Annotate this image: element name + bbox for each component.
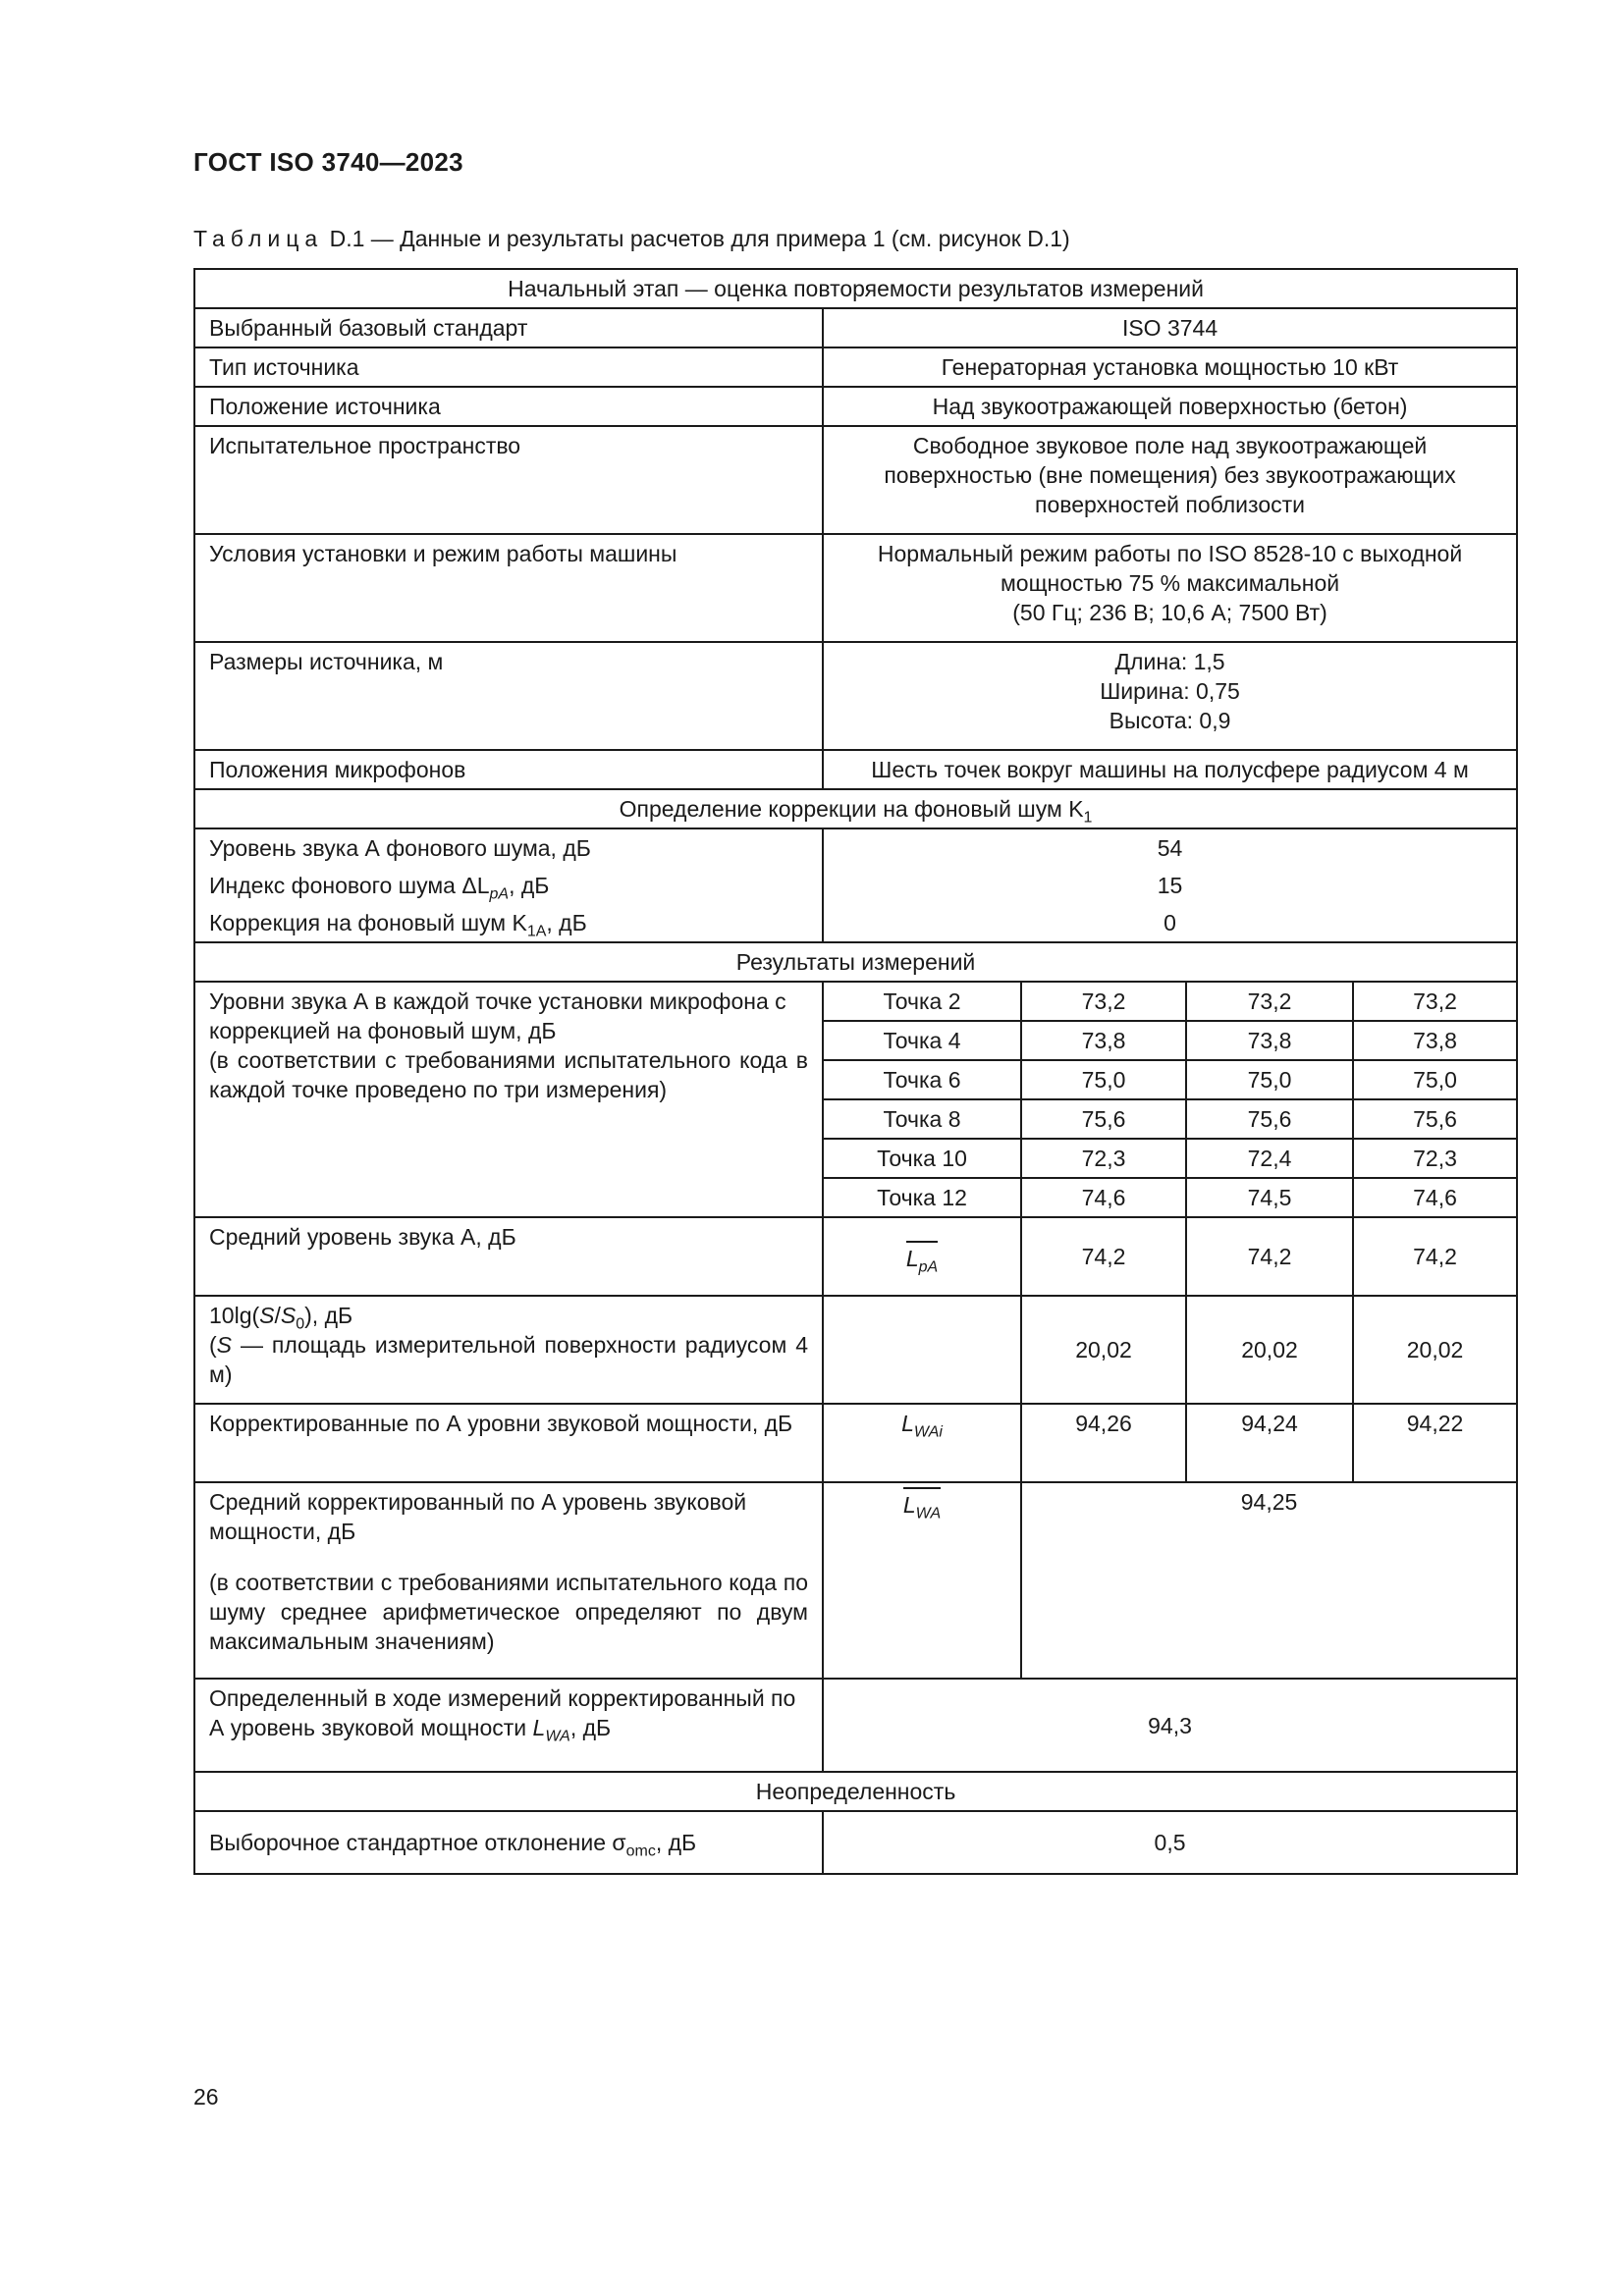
row-value: 54	[823, 828, 1517, 867]
document-header: ГОСТ ISO 3740—2023	[193, 147, 463, 177]
section-row	[194, 269, 1517, 308]
table-caption	[193, 226, 1070, 252]
point-name: Точка 4	[823, 1021, 1021, 1060]
point-value: 74,6	[1021, 1178, 1186, 1217]
table-row	[194, 642, 1517, 750]
caption-label: Таблица	[193, 226, 324, 251]
surface-value: 20,02	[1021, 1296, 1186, 1404]
point-name: Точка 2	[823, 982, 1021, 1021]
mean-level-symbol: $L_{pA}$	[823, 1217, 1021, 1296]
point-value: 73,8	[1021, 1021, 1186, 1060]
surface-value: 20,02	[1353, 1296, 1517, 1404]
page-number: 26	[193, 2084, 219, 2109]
row-label: Размеры источника, м	[194, 642, 823, 750]
point-name: Точка 10	[823, 1139, 1021, 1178]
point-value: 73,8	[1186, 1021, 1353, 1060]
table-row	[194, 1296, 1517, 1404]
table-row	[194, 750, 1517, 789]
corrected-value: 94,22	[1353, 1404, 1517, 1482]
surface-label: $10\lg(S/S_0)$, дБ (S — площадь измерительной поверхности радиусом 4 м)	[194, 1296, 823, 1404]
mean-level-label: Средний уровень звука А, дБ	[194, 1217, 823, 1296]
section-row	[194, 789, 1517, 828]
mean-corrected-label: Средний корректированный по А уровень звуковой мощности, дБ (в соответствии с требованиями испытательного кода по шуму среднее арифметическое определяют по двум максимальным значениям)	[194, 1482, 823, 1679]
point-value: 73,2	[1021, 982, 1186, 1021]
table-row	[194, 828, 1517, 867]
section-row	[194, 942, 1517, 982]
section-title: Результаты измерений	[194, 942, 1517, 982]
row-value: Свободное звуковое поле над звукоотражающей поверхностью (вне помещения) без звукоотражающих поверхностей поблизости	[823, 426, 1517, 534]
point-value: 73,2	[1353, 982, 1517, 1021]
point-name: Точка 8	[823, 1099, 1021, 1139]
row-label: Выбранный базовый стандарт	[194, 308, 823, 347]
section-title: Определение коррекции на фоновый шум $K_1$	[194, 789, 1517, 828]
point-value: 74,5	[1186, 1178, 1353, 1217]
point-name: Точка 12	[823, 1178, 1021, 1217]
corrected-value: 94,24	[1186, 1404, 1353, 1482]
mean-level-value: 74,2	[1186, 1217, 1353, 1296]
row-label: Коррекция на фоновый шум $K_{1A}$, дБ	[194, 904, 823, 942]
point-value: 75,6	[1021, 1099, 1186, 1139]
point-value: 72,4	[1186, 1139, 1353, 1178]
point-value: 75,0	[1021, 1060, 1186, 1099]
row-label: Уровень звука А фонового шума, дБ	[194, 828, 823, 867]
table-row	[194, 1811, 1517, 1874]
row-value: Над звукоотражающей поверхностью (бетон)	[823, 387, 1517, 426]
row-value: ISO 3744	[823, 308, 1517, 347]
corrected-value: 94,26	[1021, 1404, 1186, 1482]
table-row	[194, 1482, 1517, 1679]
table-row	[194, 1404, 1517, 1482]
point-value: 72,3	[1021, 1139, 1186, 1178]
caption-text: D.1 — Данные и результаты расчетов для примера 1 (см. рисунок D.1)	[329, 226, 1070, 251]
table-row	[194, 347, 1517, 387]
point-value: 75,0	[1353, 1060, 1517, 1099]
section-title: Неопределенность	[194, 1772, 1517, 1811]
table-row	[194, 1217, 1517, 1296]
point-value: 75,0	[1186, 1060, 1353, 1099]
table-row	[194, 426, 1517, 534]
row-label: Положения микрофонов	[194, 750, 823, 789]
section-title: Начальный этап — оценка повторяемости результатов измерений	[194, 269, 1517, 308]
table-row	[194, 867, 1517, 904]
mean-corrected-symbol: $L_{WA}$	[823, 1482, 1021, 1679]
levels-label: Уровни звука А в каждой точке установки микрофона с коррекцией на фоновый шум, дБ (в соответствии с требованиями испытательного кода в каждой точке проведено по три измерения)	[194, 982, 823, 1217]
point-name: Точка 6	[823, 1060, 1021, 1099]
row-value: Длина: 1,5 Ширина: 0,75 Высота: 0,9	[823, 642, 1517, 750]
row-value: Нормальный режим работы по ISO 8528-10 с выходной мощностью 75 % максимальной (50 Гц; 236 В; 10,6 А; 7500 Вт)	[823, 534, 1517, 642]
row-value: 15	[823, 867, 1517, 904]
table-row	[194, 1679, 1517, 1772]
stddev-label: Выборочное стандартное отклонение $\sigma_{omc}$, дБ	[194, 1811, 823, 1874]
point-value: 75,6	[1353, 1099, 1517, 1139]
row-label: Испытательное пространство	[194, 426, 823, 534]
data-table	[193, 268, 1518, 1875]
table-row	[194, 308, 1517, 347]
stddev-value: 0,5	[823, 1811, 1517, 1874]
row-value: 0	[823, 904, 1517, 942]
corrected-symbol: $L_{WAi}$	[823, 1404, 1021, 1482]
row-label: Условия установки и режим работы машины	[194, 534, 823, 642]
table-row	[194, 904, 1517, 942]
mean-corrected-value: 94,25	[1021, 1482, 1517, 1679]
surface-value: 20,02	[1186, 1296, 1353, 1404]
point-value: 75,6	[1186, 1099, 1353, 1139]
row-label: Тип источника	[194, 347, 823, 387]
determined-label: Определенный в ходе измерений корректированный по А уровень звуковой мощности $L_{WA}$, дБ	[194, 1679, 823, 1772]
table-row	[194, 982, 1517, 1021]
mean-level-value: 74,2	[1021, 1217, 1186, 1296]
row-label: Положение источника	[194, 387, 823, 426]
corrected-label: Корректированные по А уровни звуковой мощности, дБ	[194, 1404, 823, 1482]
point-value: 73,8	[1353, 1021, 1517, 1060]
point-value: 74,6	[1353, 1178, 1517, 1217]
row-value: Шесть точек вокруг машины на полусфере радиусом 4 м	[823, 750, 1517, 789]
point-value: 72,3	[1353, 1139, 1517, 1178]
table-row	[194, 387, 1517, 426]
empty-cell	[823, 1296, 1021, 1404]
section-row	[194, 1772, 1517, 1811]
determined-value: 94,3	[823, 1679, 1517, 1772]
row-label: Индекс фонового шума $\Delta L_{pA}$, дБ	[194, 867, 823, 904]
mean-level-value: 74,2	[1353, 1217, 1517, 1296]
table-row	[194, 534, 1517, 642]
point-value: 73,2	[1186, 982, 1353, 1021]
row-value: Генераторная установка мощностью 10 кВт	[823, 347, 1517, 387]
